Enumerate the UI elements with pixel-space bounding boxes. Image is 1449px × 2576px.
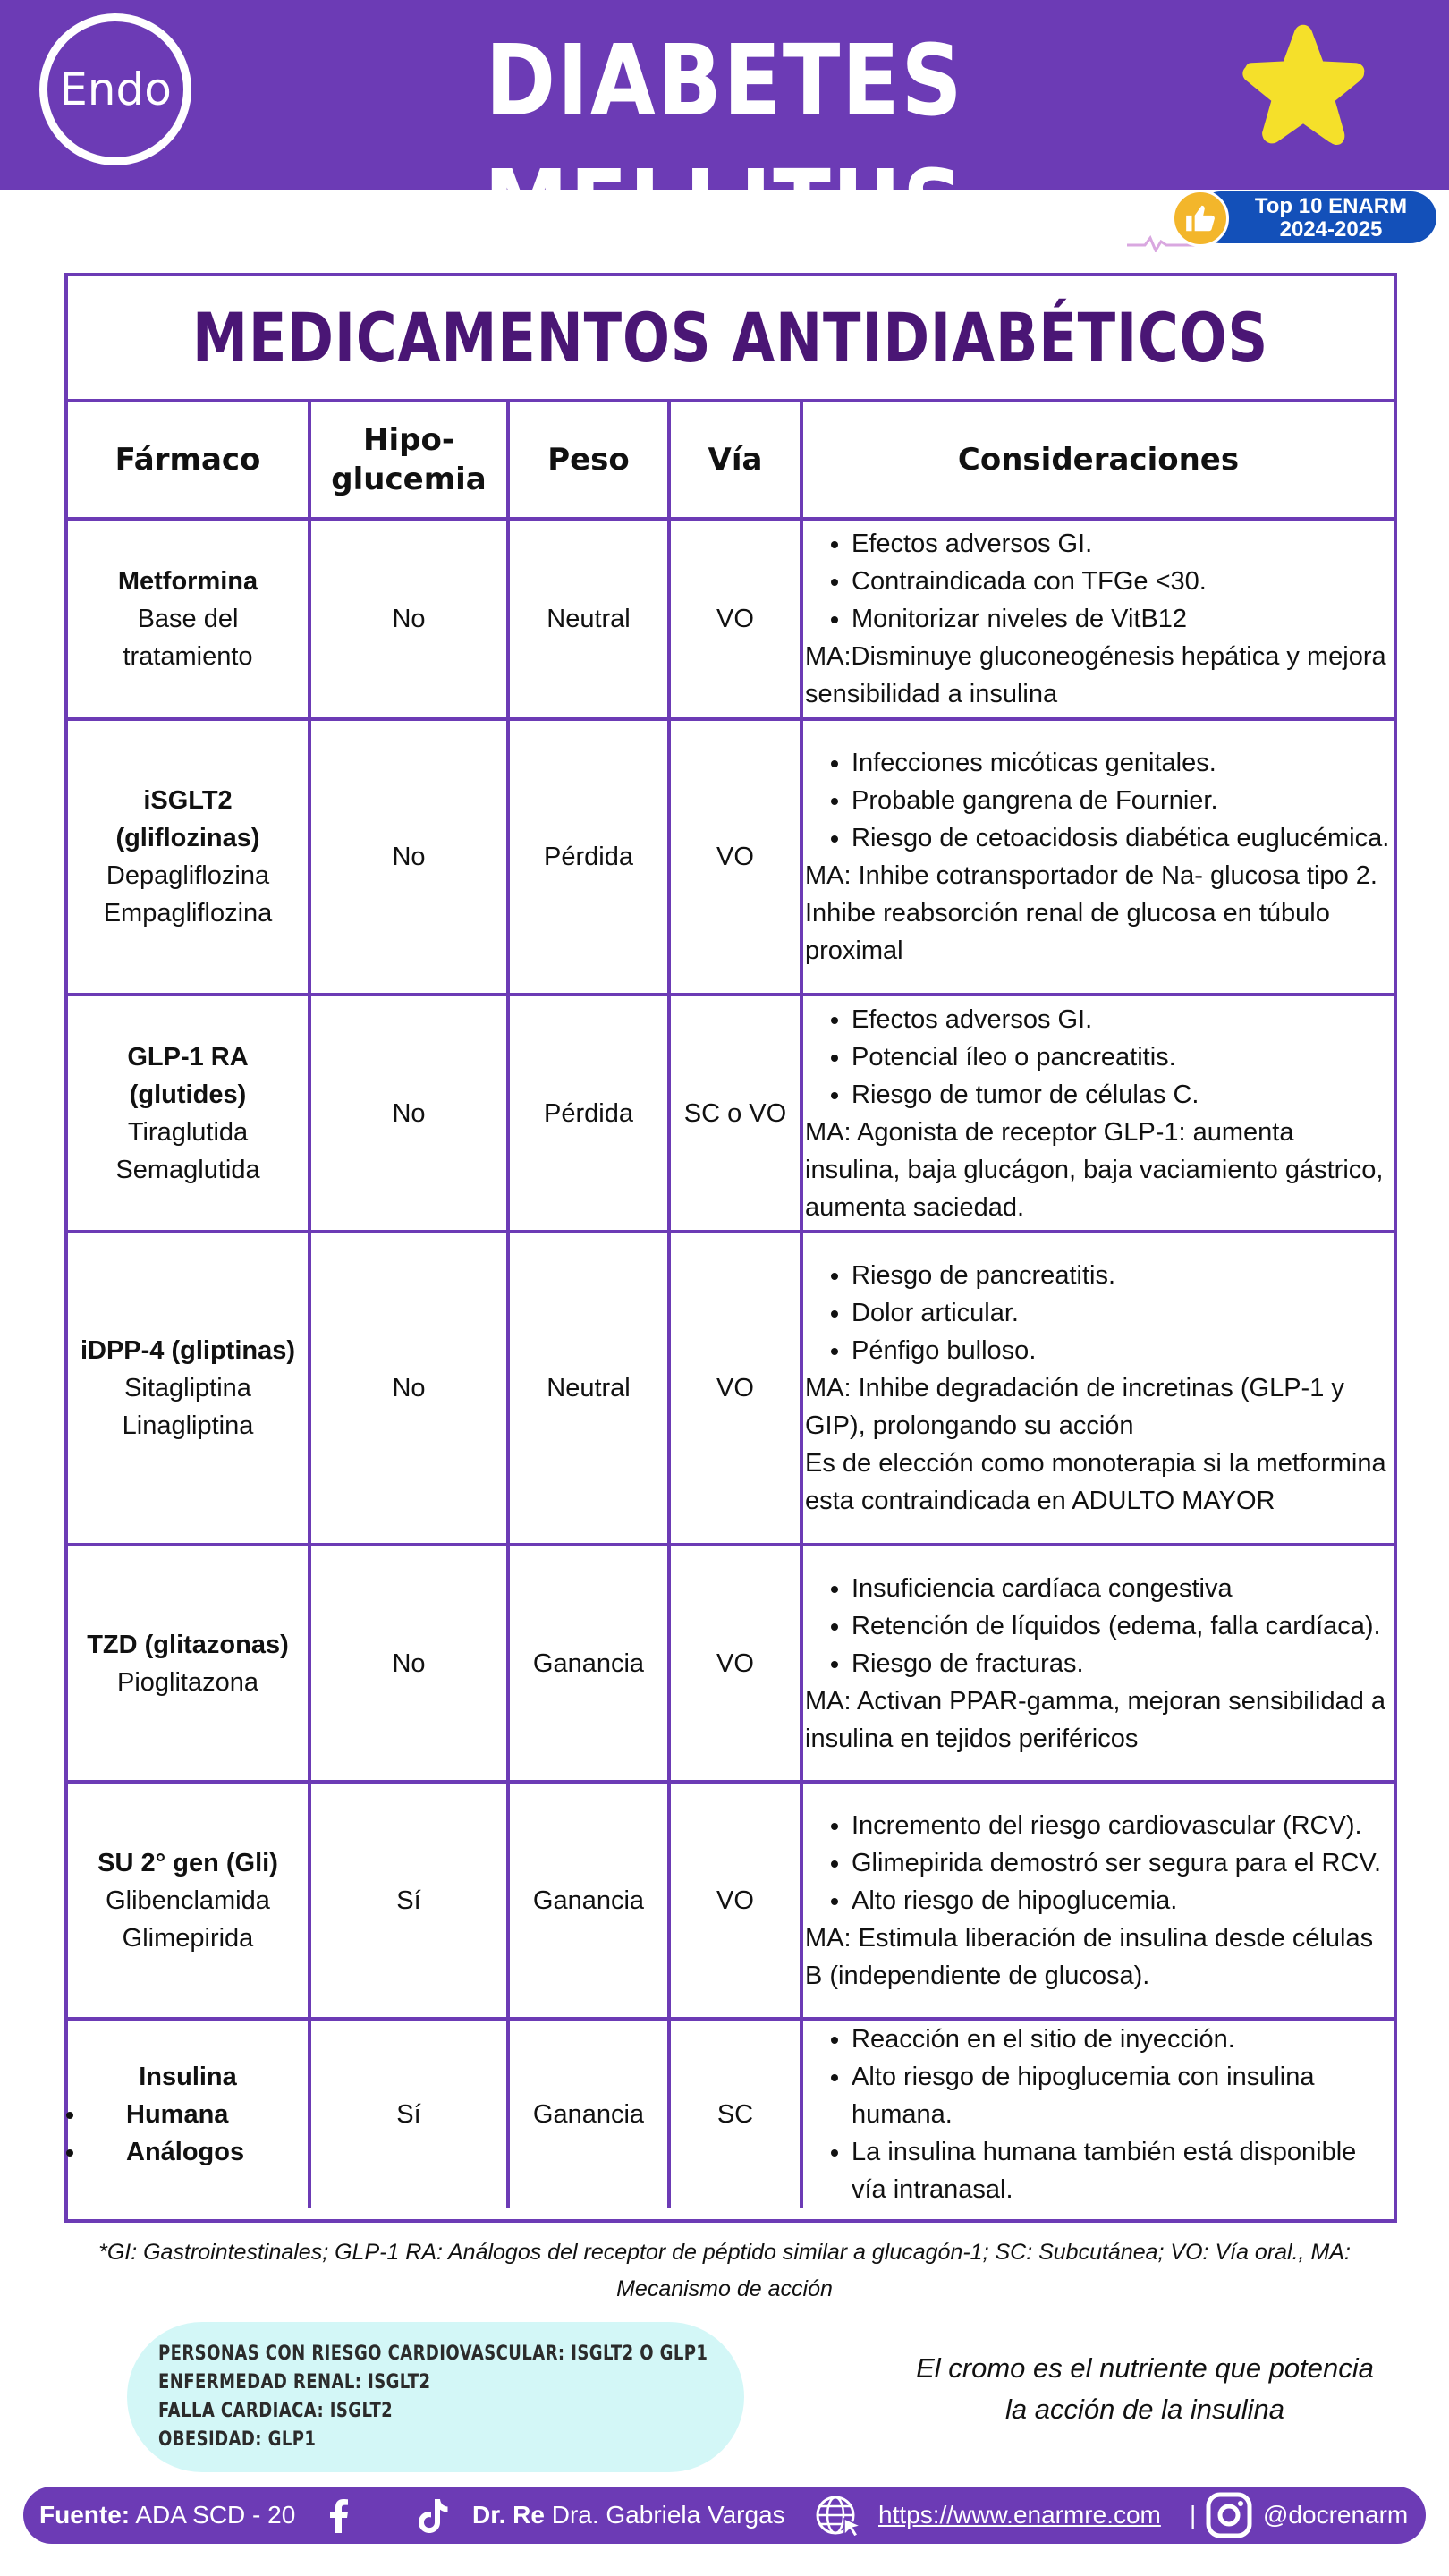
list-item: • Glimepirida demostró ser segura para el RCV. [852, 1844, 1392, 1882]
list-item: • Infecciones micóticas genitales. [852, 744, 1392, 782]
hipo-cell: Sí [309, 2019, 508, 2208]
hipo-cell: No [309, 519, 508, 719]
col-consideraciones: Consideraciones [801, 402, 1394, 519]
via-cell: SC [669, 2019, 801, 2208]
hipo-cell: No [309, 995, 508, 1232]
via-cell: VO [669, 519, 801, 719]
hipo-cell: Sí [309, 1782, 508, 2019]
peso-cell: Pérdida [508, 995, 669, 1232]
mechanism-note: MA: Agonista de receptor GLP-1: aumenta insulina, baja glucágon, baja vaciamiento gástrico, aumenta saciedad. [805, 1117, 1384, 1222]
star-icon [1227, 18, 1379, 165]
list-item: • Riesgo de fracturas. [852, 1645, 1392, 1682]
hipo-cell: No [309, 1545, 508, 1782]
considerations-cell [801, 2019, 1394, 2208]
list-item: • Reacción en el sitio de inyección. [852, 2021, 1392, 2058]
considerations-cell [801, 1545, 1394, 1782]
recommendation-item: FALLA CARDIACA: ISGLT2 [158, 2400, 394, 2422]
recommendation-item: ENFERMEDAD RENAL: ISGLT2 [158, 2371, 431, 2394]
footnote: *GI: Gastrointestinales; GLP-1 RA: Análogos del receptor de péptido similar a glucagón-1; SC: Subcutánea; VO: Vía oral., MA: Mecanismo de acción [98, 2240, 1351, 2301]
list-item: • Alto riesgo de hipoglucemia. [852, 1882, 1392, 1919]
list-item: • La insulina humana también está disponible vía intranasal. [852, 2133, 1392, 2208]
via-cell: SC o VO [669, 995, 801, 1232]
top10-badge [1172, 190, 1449, 247]
endo-badge [39, 13, 191, 165]
list-item: • Potencial íleo o pancreatitis. [852, 1038, 1392, 1076]
list-item: • Retención de líquidos (edema, falla cardíaca). [852, 1607, 1392, 1645]
facebook-icon[interactable] [329, 2499, 349, 2533]
footer-separator: | [1190, 2501, 1197, 2529]
recommendations-box [127, 2322, 744, 2472]
via-cell: VO [669, 1232, 801, 1545]
thumbs-up-icon [1172, 190, 1229, 247]
list-item: • Riesgo de tumor de células C. [852, 1076, 1392, 1114]
list-item: • Incremento del riesgo cardiovascular (RCV). [852, 1807, 1392, 1844]
via-cell: VO [669, 719, 801, 995]
table-row [68, 1782, 1394, 2019]
list-item: • Análogos [87, 2133, 307, 2171]
page-title: DIABETES MELLITUS [484, 23, 965, 263]
tiktok-icon[interactable] [415, 2497, 451, 2535]
instagram-handle[interactable]: @docrenarm [1263, 2501, 1409, 2529]
via-cell: VO [669, 1782, 801, 2019]
chromium-quote: El cromo es el nutriente que potencia la acción de la insulina [916, 2352, 1374, 2425]
drug-cell: SU 2° gen (Gli) Glibenclamida Glimepirida [68, 1782, 309, 2019]
considerations-cell [801, 1232, 1394, 1545]
peso-cell: Neutral [508, 519, 669, 719]
hipo-cell: No [309, 719, 508, 995]
table-row [68, 519, 1394, 719]
peso-cell: Ganancia [508, 1782, 669, 2019]
list-item: • Pénfigo bulloso. [852, 1332, 1392, 1369]
mechanism-note: MA: Activan PPAR-gamma, mejoran sensibilidad a insulina en tejidos periféricos [805, 1686, 1386, 1753]
drug-cell: iSGLT2 (gliflozinas) Depagliflozina Empagliflozina [68, 719, 309, 995]
mechanism-note: MA: Inhibe cotransportador de Na- glucosa tipo 2. Inhibe reabsorción renal de glucosa en túbulo proximal [805, 861, 1377, 965]
table-row [68, 995, 1394, 1232]
col-via: Vía [669, 402, 801, 519]
source: Fuente: ADA SCD - 20 [39, 2501, 296, 2529]
list-item: • Monitorizar niveles de VitB12 [852, 600, 1392, 638]
list-item: • Riesgo de pancreatitis. [852, 1257, 1392, 1294]
drug-cell: GLP-1 RA (glutides) Tiraglutida Semaglutida [68, 995, 309, 1232]
peso-cell: Pérdida [508, 719, 669, 995]
list-item: • Humana [87, 2096, 307, 2133]
col-farmaco: Fármaco [68, 402, 309, 519]
list-item: • Efectos adversos GI. [852, 525, 1392, 563]
considerations-cell [801, 995, 1394, 1232]
table-header-row [68, 402, 1394, 519]
top10-pill [1195, 191, 1436, 243]
via-cell: VO [669, 1545, 801, 1782]
list-item: • Insuficiencia cardíaca congestiva [852, 1570, 1392, 1607]
website-link[interactable]: https://www.enarmre.com [878, 2501, 1161, 2529]
hipo-cell: No [309, 1232, 508, 1545]
mechanism-note: MA: Inhibe degradación de incretinas (GLP-1 y GIP), prolongando su acción [805, 1374, 1344, 1440]
considerations-cell [801, 1782, 1394, 2019]
considerations-cell [801, 719, 1394, 995]
peso-cell: Ganancia [508, 1545, 669, 1782]
recommendation-item: OBESIDAD: GLP1 [158, 2428, 317, 2451]
col-peso: Peso [508, 402, 669, 519]
considerations-cell [801, 519, 1394, 719]
peso-cell: Neutral [508, 1232, 669, 1545]
list-item: • Efectos adversos GI. [852, 1001, 1392, 1038]
table-row [68, 719, 1394, 995]
author: Dr. Re Dra. Gabriela Vargas [472, 2501, 785, 2529]
table-row [68, 2019, 1394, 2208]
table-row [68, 1232, 1394, 1545]
list-item: • Dolor articular. [852, 1294, 1392, 1332]
mechanism-note: MA:Disminuye gluconeogénesis hepática y mejora sensibilidad a insulina [805, 642, 1386, 708]
table-title: MEDICAMENTOS ANTIDIABÉTICOS [68, 276, 1394, 402]
top10-line2: 2024-2025 [1279, 217, 1383, 242]
drug-cell: TZD (glitazonas) Pioglitazona [68, 1545, 309, 1782]
drug-cell: Insulina • Humana • Análogos [68, 2019, 309, 2208]
election-note: Es de elección como monoterapia si la metformina esta contraindicada en ADULTO MAYOR [805, 1449, 1386, 1515]
endo-badge-label: Endo [59, 64, 172, 115]
list-item: • Contraindicada con TFGe <30. [852, 563, 1392, 600]
top10-line1: Top 10 ENARM [1254, 194, 1408, 218]
recommendation-item: PERSONAS CON RIESGO CARDIOVASCULAR: ISGLT2 O GLP1 [158, 2343, 708, 2365]
table-row [68, 1545, 1394, 1782]
globe-cursor-icon [814, 2494, 864, 2540]
drug-table [64, 273, 1397, 2223]
col-hipoglucemia: Hipo- glucemia [309, 402, 508, 519]
mechanism-note: MA: Estimula liberación de insulina desde células B (independiente de glucosa). [805, 1923, 1374, 1990]
instagram-icon[interactable] [1206, 2492, 1252, 2538]
list-item: • Riesgo de cetoacidosis diabética euglucémica. [852, 819, 1392, 857]
drug-cell: Metformina Base del tratamiento [68, 519, 309, 719]
drug-cell: iDPP-4 (gliptinas) Sitagliptina Linagliptina [68, 1232, 309, 1545]
footer-bar [23, 2487, 1426, 2544]
peso-cell: Ganancia [508, 2019, 669, 2208]
list-item: • Probable gangrena de Fournier. [852, 782, 1392, 819]
list-item: • Alto riesgo de hipoglucemia con insulina humana. [852, 2058, 1392, 2133]
drug-table-grid [68, 402, 1394, 2208]
